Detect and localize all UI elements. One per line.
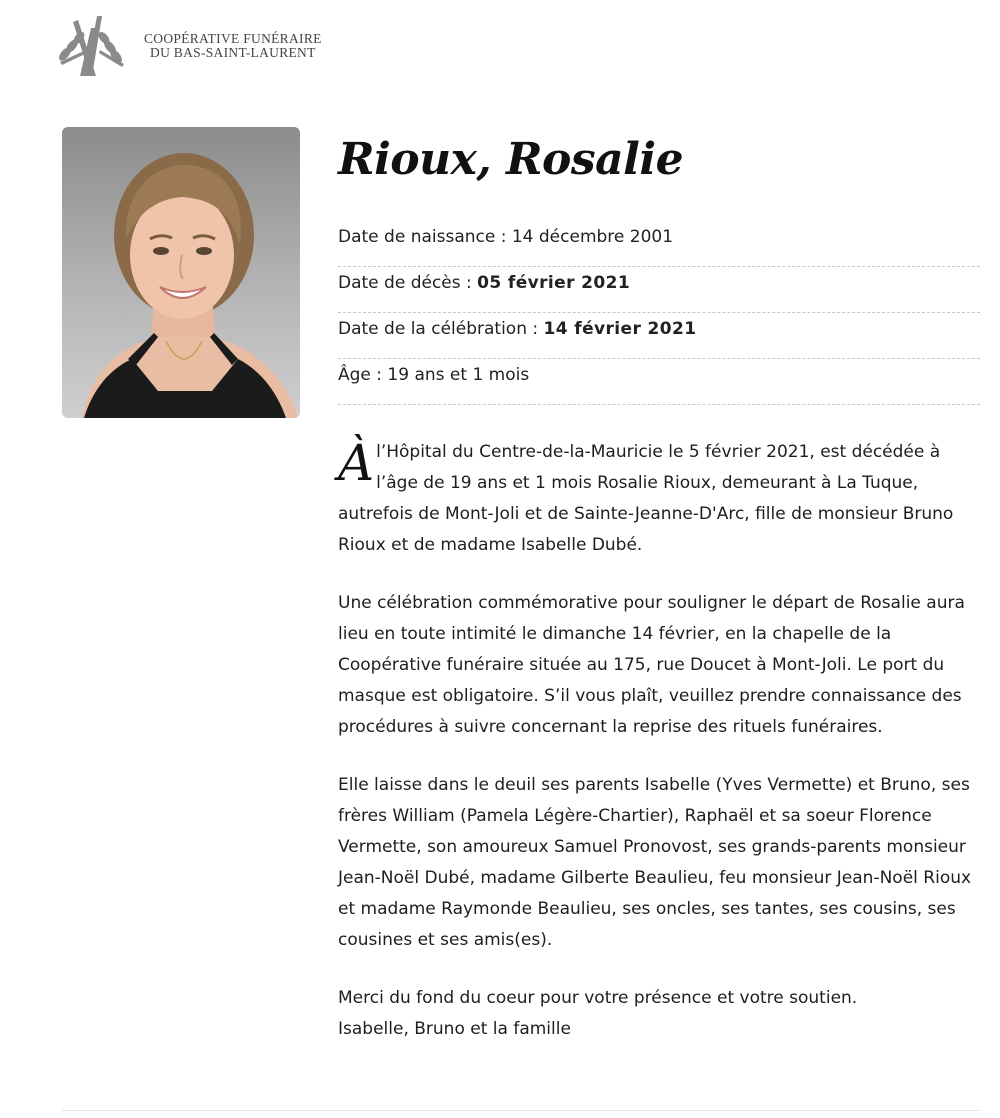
logo-line-2: DU BAS-SAINT-LAURENT [150, 45, 316, 60]
age-value: 19 ans et 1 mois [387, 365, 530, 385]
logo-line-1: COOPÉRATIVE FUNÉRAIRE [144, 31, 322, 46]
obituary-paragraph-3: Elle laisse dans le deuil ses parents Isabelle (Yves Vermette) et Bruno, ses frères William (Pamela Légère-Chartier), Raphaël et sa soeur Florence Vermette, son amoureux Samuel Pronovost, ses grands-parents monsieur Jean-Noël Dubé, madame Gilberte Beaulieu, feu monsieur Jean-Noël Rioux et madame Raymonde Beaulieu, ses oncles, ses tantes, ses cousins, ses cousines et ses amis(es). [338, 775, 972, 950]
celebration-date-row [338, 313, 980, 359]
deceased-name: Rioux, Rosalie [338, 134, 684, 185]
age-label: Âge : [338, 365, 388, 385]
age-row [338, 359, 980, 405]
thanks-line-2: Isabelle, Bruno et la famille [338, 1019, 571, 1039]
birth-date-label: Date de naissance : [338, 227, 512, 247]
celebration-date-value: 14 février 2021 [543, 319, 697, 339]
death-date-row [338, 267, 980, 313]
birth-date-row [338, 221, 980, 267]
logo-wordmark [144, 32, 322, 60]
thanks-line-1: Merci du fond du coeur pour votre présence et votre soutien. [338, 988, 858, 1008]
obituary-paragraph-2: Une célébration commémorative pour souligner le départ de Rosalie aura lieu en toute intimité le dimanche 14 février, en la chapelle de la Coopérative funéraire située au 175, rue Doucet à Mont-Joli. Le port du masque est obligatoire. S’il vous plaît, veuillez prendre connaissance des procédures à suivre concernant la reprise des rituels funéraires. [338, 593, 965, 737]
portrait-illustration [62, 127, 300, 418]
obituary-text [338, 434, 980, 1045]
site-logo[interactable] [56, 10, 322, 82]
obituary-paragraph-1 [338, 434, 980, 561]
celebration-date-label: Date de la célébration : [338, 319, 544, 339]
info-list [338, 221, 980, 405]
death-date-label: Date de décès : [338, 273, 478, 293]
obituary-content [338, 130, 980, 1072]
obituary-thanks [338, 983, 980, 1045]
bottom-divider [62, 1110, 980, 1111]
drop-cap: À [338, 434, 375, 492]
wheat-sheaf-logo-icon [56, 10, 128, 82]
paragraph-1-text: l’Hôpital du Centre-de-la-Mauricie le 5 février 2021, est décédée à l’âge de 19 ans et 1 mois Rosalie Rioux, demeurant à La Tuque, autrefois de Mont-Joli et de Sainte-Jeanne-D'Arc, fille de monsieur Bruno Rioux et de madame Isabelle Dubé. [338, 442, 954, 555]
death-date-value: 05 février 2021 [477, 273, 631, 293]
birth-date-value: 14 décembre 2001 [511, 227, 674, 247]
portrait-photo [62, 127, 300, 418]
